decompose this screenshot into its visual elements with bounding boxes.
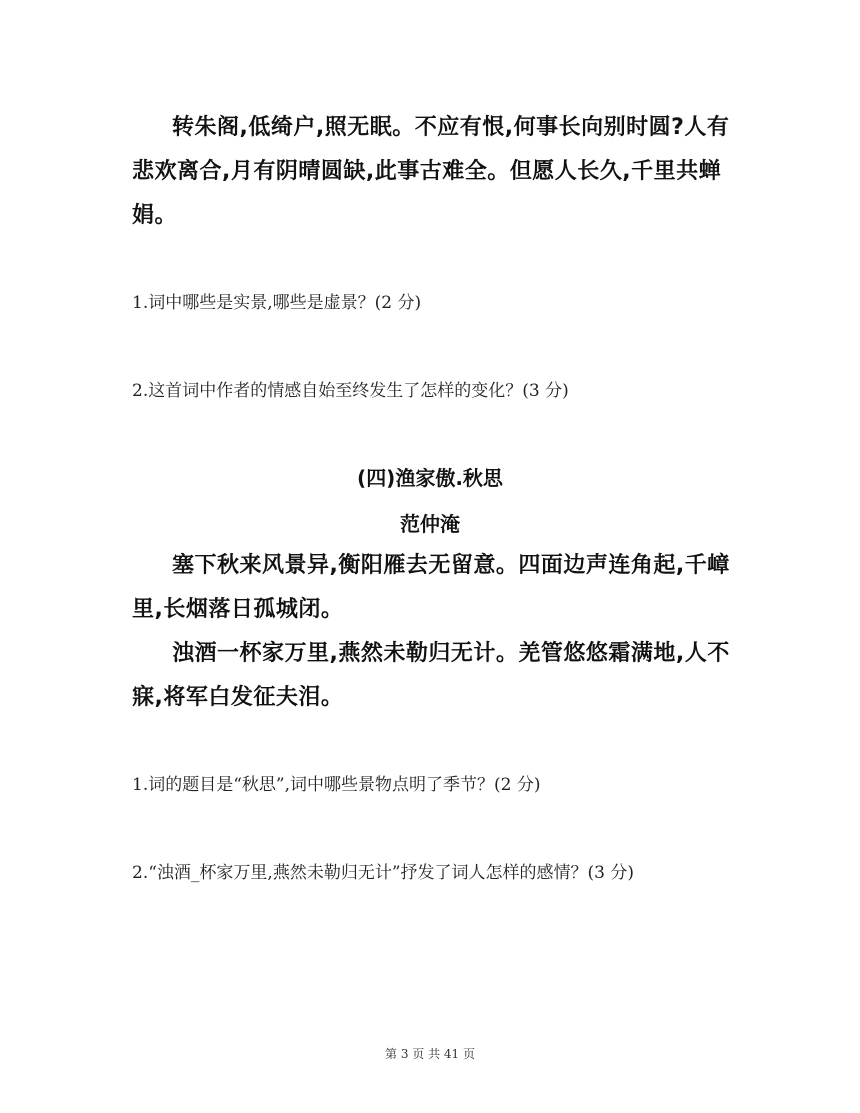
question-2-1: 1.词的题目是“秋思”,词中哪些景物点明了季节？(2 分) <box>132 775 541 795</box>
poem1-line-1: 转朱阁,低绮户,照无眠。不应有恨,何事长向别时圆?人有 <box>172 115 730 140</box>
question-2-2: 2.“浊酒_杯家万里,燕然未勒归无计”抒发了词人怎样的感情？(3 分) <box>132 863 634 883</box>
poem2-line-3: 浊酒一杯家万里,燕然未勒归无计。羌管悠悠霜满地,人不 <box>172 641 730 666</box>
question-1-2: 2.这首词中作者的情感自始至终发生了怎样的变化？(3 分) <box>132 381 569 401</box>
poem2-author: 范仲淹 <box>400 512 460 536</box>
poem2-title: (四)渔家傲.秋思 <box>357 466 503 490</box>
page-number-footer: 第 3 页 共 41 页 <box>385 1047 475 1061</box>
poem2-line-1: 塞下秋来风景异,衡阳雁去无留意。四面边声连角起,千嶂 <box>172 553 730 578</box>
poem2-line-4: 寐,将军白发征夫泪。 <box>132 685 344 710</box>
poem2-line-2: 里,长烟落日孤城闭。 <box>132 597 344 622</box>
poem1-line-2: 悲欢离合,月有阴晴圆缺,此事古难全。但愿人长久,千里共蝉 <box>132 159 722 184</box>
poem1-line-3: 娟。 <box>132 203 178 228</box>
question-1-1: 1.词中哪些是实景,哪些是虚景？(2 分) <box>132 293 422 313</box>
